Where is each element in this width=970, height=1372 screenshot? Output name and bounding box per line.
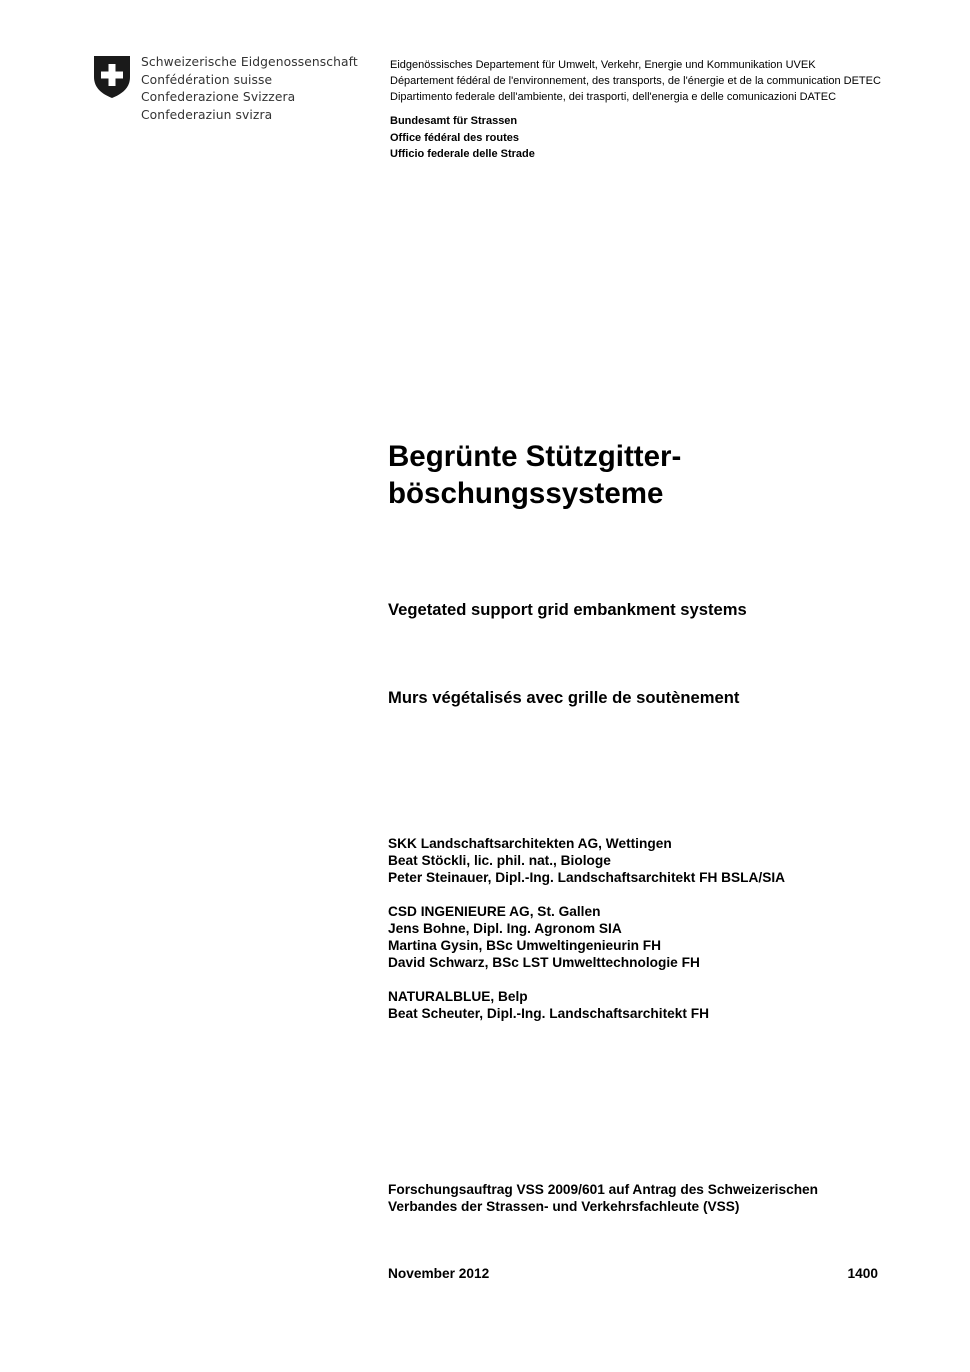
author-group-skk [388,835,785,886]
confederation-it: Confederazione Svizzera [141,90,296,104]
author-line: Peter Steinauer, Dipl.-Ing. Landschaftsarchitekt FH BSLA/SIA [388,870,786,885]
confederation-rm: Confederaziun svizra [141,107,273,122]
author-group-naturalblue [388,988,785,1022]
office-names [390,113,535,163]
author-line: Jens Bohne, Dipl. Ing. Agronom SIA [388,921,622,936]
footer [388,1265,878,1282]
author-group-csd [388,903,785,971]
confederation-fr: Confédération suisse [141,72,273,87]
confederation-de: Schweizerische Eidgenossenschaft [141,55,358,69]
research-contract [388,1181,818,1215]
author-line: CSD INGENIEURE AG, St. Gallen [388,904,601,919]
subtitle-english: Vegetated support grid embankment systems [388,600,747,619]
department-fr: Département fédéral de l'environnement, des transports, de l'énergie et de la communication DETEC [390,75,881,87]
report-number: 1400 [847,1266,878,1281]
office-it: Ufficio federale delle Strade [390,148,535,160]
department-it: Dipartimento federale dell'ambiente, dei trasporti, dell'energia e delle comunicazioni DATEC [390,91,837,103]
title-line-2: böschungssysteme [388,477,664,510]
contract-line-1: Forschungsauftrag VSS 2009/601 auf Antrag des Schweizerischen [388,1182,819,1197]
document-title [388,438,681,512]
author-line: NATURALBLUE, Belp [388,989,528,1004]
publication-date: November 2012 [388,1266,490,1281]
author-line: Beat Stöckli, lic. phil. nat., Biologe [388,853,611,868]
office-de: Bundesamt für Strassen [390,115,518,127]
subtitle-french: Murs végétalisés avec grille de soutènement [388,688,740,707]
authors-block [388,835,785,1039]
author-line: Martina Gysin, BSc Umweltingenieurin FH [388,938,662,953]
title-line-1: Begrünte Stützgitter- [388,440,682,473]
author-line: David Schwarz, BSc LST Umwelttechnologie FH [388,955,700,970]
swiss-coat-of-arms-icon [92,55,132,99]
office-fr: Office fédéral des routes [390,131,519,144]
contract-line-2: Verbandes der Strassen- und Verkehrsfachleute (VSS) [388,1199,740,1214]
author-line: Beat Scheuter, Dipl.-Ing. Landschaftsarchitekt FH [388,1006,709,1021]
department-names [390,57,881,105]
confederation-names [141,54,358,124]
department-de: Eidgenössisches Departement für Umwelt, Verkehr, Energie und Kommunikation UVEK [390,59,816,71]
author-line: SKK Landschaftsarchitekten AG, Wettingen [388,836,672,851]
